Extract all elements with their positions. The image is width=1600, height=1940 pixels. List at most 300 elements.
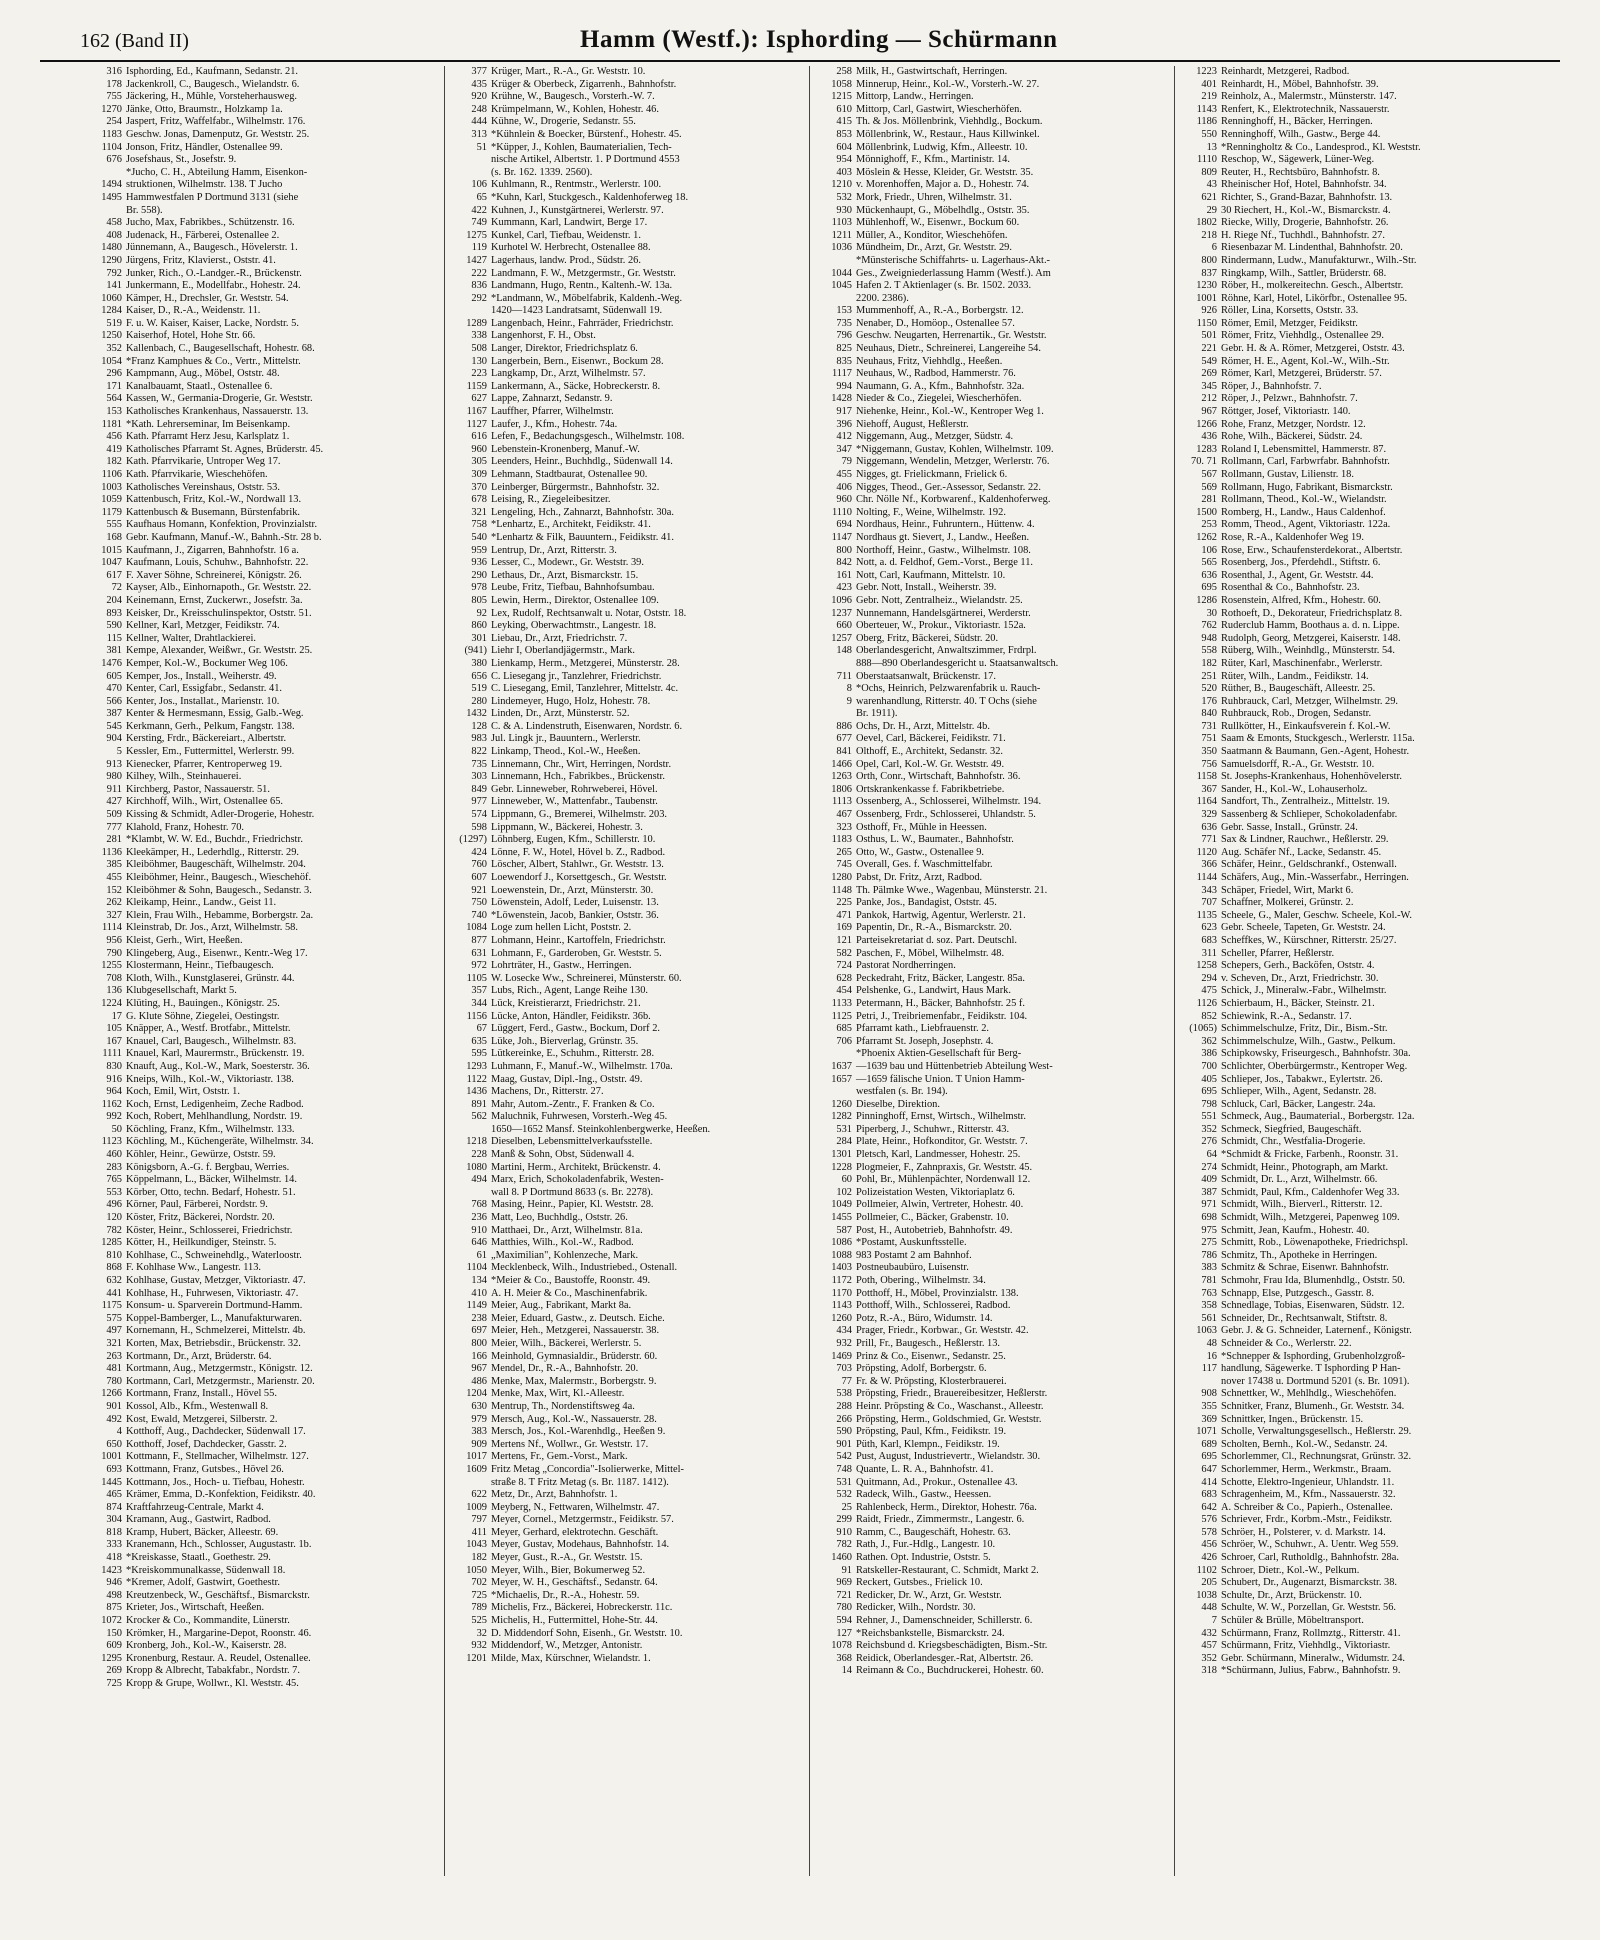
phone-number: 283 [106,1161,122,1173]
phone-number: 347 [836,443,852,455]
phone-number: 236 [471,1212,487,1224]
phone-number: 818 [106,1526,122,1538]
directory-entry [82,960,440,973]
directory-entry [1177,91,1536,104]
directory-entry [812,205,1170,218]
directory-entry [82,1527,440,1540]
phone-number: 455 [106,872,122,883]
directory-entry [82,1262,440,1275]
directory-entry [1177,910,1536,923]
directory-entry [1177,167,1536,180]
phone-number: 408 [106,229,122,241]
page-header [40,20,1560,62]
phone-number: 92 [476,607,487,619]
entry-text: Schmitz & Schrae, Eisenwr. Bahnhofstr. [1221,1262,1389,1274]
entry-text: Ges., Zweigniederlassung Hamm (Westf.). Am [856,267,1051,279]
entry-text: Kneips, Wilh., Kol.-W., Viktoriastr. 138. [126,1073,294,1085]
entry-text: Menke, Max, Wirt, Kl.-Alleestr. [491,1388,625,1400]
entry-text: Rose, Erw., Schaufensterdekorat., Albertstr. [1221,544,1403,556]
phone-number: 1301 [831,1149,852,1161]
phone-number: 465 [106,1489,122,1501]
entry-text: Lebenstein-Kronenberg, Manuf.-W. [491,443,640,455]
directory-entry [82,1036,440,1049]
entry-text: Rehner, J., Damenschneider, Schillerstr. 6. [856,1615,1033,1627]
directory-entry [812,1225,1170,1238]
entry-text: C. & A. Lindenstruth, Eisenwaren, Nordstr. 6. [491,720,683,732]
entry-text: wall 8. P Dortmund 8633 (s. Br. 2278). [491,1186,654,1198]
directory-entry [447,1199,805,1212]
phone-number: 366 [1201,859,1217,871]
phone-number: 1058 [831,78,852,90]
directory-entry [82,1023,440,1036]
phone-number: 920 [471,91,487,103]
directory-entry [82,1439,440,1452]
entry-text: Menke, Max, Malermstr., Borbergstr. 9. [491,1375,657,1387]
entry-text: Kreutzenbeck, W., Geschäftsf., Bismarckstr. [126,1589,310,1601]
entry-text: Scheller, Pfarrer, Heßlerstr. [1221,947,1335,959]
directory-entry [82,1313,440,1326]
phone-number: 1403 [831,1262,852,1274]
entry-text: Niggemann, Wendelin, Metzger, Werlerstr. 76. [856,456,1050,468]
directory-entry [82,280,440,293]
phone-number: 590 [836,1426,852,1438]
phone-number: 64 [1206,1149,1217,1161]
directory-entry [1177,733,1536,746]
directory-entry [812,910,1170,923]
phone-number: 497 [106,1325,122,1337]
directory-entry [1177,608,1536,621]
entry-text: Loewendorf J., Korsettgesch., Gr. Weststr. [491,872,667,883]
phone-number: 1210 [831,179,852,191]
directory-entry [82,507,440,520]
phone-number: 284 [836,1136,852,1148]
phone-number: 91 [841,1564,852,1576]
entry-text: Lauffher, Pfarrer, Wilhelmstr. [491,406,614,418]
entry-text: Kühne, W., Drogerie, Sedanstr. 55. [491,116,636,128]
phone-number: 1001 [101,1451,122,1463]
phone-number: 456 [106,431,122,443]
phone-number: 1135 [1196,909,1217,921]
phone-number: 960 [836,494,852,506]
directory-entry [812,948,1170,961]
phone-number: 1257 [831,632,852,644]
directory-entry [1177,1011,1536,1024]
directory-entry [812,1401,1170,1414]
entry-text: Sassenberg & Schlieper, Schokoladenfabr. [1221,809,1398,821]
entry-text: Roland I, Lebensmittel, Hammerstr. 87. [1221,443,1387,455]
directory-entry [82,998,440,1011]
phone-number: 265 [836,846,852,858]
entry-text: Pelshenke, G., Landwirt, Haus Mark. [856,985,1011,997]
entry-text: Lesser, C., Modewr., Gr. Weststr. 39. [491,557,644,569]
entry-text: Klüting, H., Bauingen., Königstr. 25. [126,997,280,1009]
directory-entry [82,1577,440,1590]
phone-number: 182 [471,1552,487,1564]
phone-number: 218 [1201,229,1217,241]
phone-number: 725 [106,1678,122,1689]
entry-text: Schnapp, Else, Putzgesch., Gasstr. 8. [1221,1287,1374,1299]
directory-entry [1177,834,1536,847]
phone-number: 1015 [101,544,122,556]
directory-entry [82,1048,440,1061]
directory-entry [1177,1628,1536,1641]
directory-entry [82,393,440,406]
entry-text: Kurhotel W. Herbrecht, Ostenallee 88. [491,242,651,254]
phone-number: 967 [471,1363,487,1375]
entry-text: Linkamp, Theod., Kol.-W., Heeßen. [491,746,641,758]
directory-entry [812,482,1170,495]
phone-number: 694 [836,519,852,531]
directory-entry [82,948,440,961]
entry-text: Jucho, Max, Fabrikbes., Schützenstr. 16. [126,217,295,229]
directory-entry [1177,1023,1536,1036]
phone-number: 167 [106,1035,122,1047]
entry-text: Pröpsting, Herm., Goldschmied, Gr. Weststr. [856,1413,1042,1425]
directory-entry [82,1074,440,1087]
entry-text: Schlieper, Wilh., Agent, Sedanstr. 28. [1221,1086,1377,1098]
phone-number: 1460 [831,1552,852,1564]
entry-text: Lönne, F. W., Hotel, Hövel b. Z., Radbod. [491,846,666,858]
phone-number: 418 [106,1552,122,1564]
directory-entry [447,645,805,658]
running-title: Hamm (Westf.): Isphording — Schürmann [580,26,1058,53]
directory-entry [82,179,440,192]
entry-text: Dieselben, Lebensmittelverkaufsstelle. [491,1136,653,1148]
directory-entry [447,1590,805,1603]
directory-entry [82,154,440,167]
entry-text: *Schnepper & Isphording, Grubenholzgroß- [1221,1350,1406,1362]
phone-number: 1295 [101,1652,122,1664]
directory-entry [1177,582,1536,595]
entry-text: Lubs, Rich., Agent, Lange Reihe 130. [491,985,648,997]
directory-entry [812,897,1170,910]
phone-number: 631 [471,947,487,959]
entry-text: *Kühnlein & Boecker, Bürstenf., Hohestr. 45. [491,128,682,140]
phone-number: 636 [1201,821,1217,833]
phone-number: (1065) [1189,1023,1217,1035]
entry-text: Schäfers, Aug., Min.-Wasserfabr., Herringen. [1221,872,1409,883]
directory-entry [812,230,1170,243]
entry-text: Linnemann, Hch., Fabrikbes., Brückenstr. [491,771,666,783]
phone-number: 1223 [1196,66,1217,77]
phone-number: 1125 [831,1010,852,1022]
entry-text: Rheinischer Hof, Hotel, Bahnhofstr. 34. [1221,179,1387,191]
entry-text: Kuhlmann, R., Rentmstr., Werlerstr. 100. [491,179,662,191]
entry-text: Kortmann, Carl, Metzgermstr., Marienstr. 20. [126,1375,315,1387]
entry-text: Renninghoff, Wilh., Gastw., Berge 44. [1221,128,1381,140]
phone-number: 251 [1201,670,1217,682]
entry-text: Gebr. Nott, Zentralheiz., Wielandstr. 25. [856,594,1023,606]
phone-number: 954 [836,154,852,166]
entry-text: Kempe, Alexander, Weißwr., Gr. Weststr. 25. [126,645,313,657]
phone-number: 693 [106,1463,122,1475]
phone-number: 632 [106,1275,122,1286]
entry-text: Kossol, Alb., Kfm., Westenwall 8. [126,1400,269,1412]
phone-number: 352 [1201,1123,1217,1135]
column-4 [1175,66,1540,1876]
entry-text: Matthaei, Dr., Arzt, Wilhelmstr. 81a. [491,1224,643,1236]
directory-entry [1177,494,1536,507]
directory-entry [82,1325,440,1338]
directory-entry [812,1451,1170,1464]
entry-text: Gebr. Scheele, Tapeten, Gr. Weststr. 24. [1221,922,1386,934]
directory-entry [812,217,1170,230]
entry-text: Niggemann, Aug., Metzger, Südstr. 4. [856,431,1014,443]
phone-number: 908 [1201,1388,1217,1400]
phone-number: 917 [836,406,852,418]
entry-text: Meyer, Gust., R.-A., Gr. Weststr. 15. [491,1552,643,1564]
directory-entry [82,1552,440,1565]
entry-text: Saam & Emonts, Stuckgesch., Werlerstr. 115a. [1221,733,1415,745]
entry-text: Potthoff, Wilh., Schlosserei, Radbod. [856,1300,1011,1312]
entry-text: Maag, Gustav, Dipl.-Ing., Oststr. 49. [491,1073,643,1085]
phone-number: 683 [1201,1489,1217,1501]
entry-text: *Landmann, W., Möbelfabrik, Kaldenh.-Weg. [491,292,683,304]
phone-number: 542 [836,1451,852,1463]
phone-number: 1282 [831,1111,852,1123]
phone-number: 1106 [101,469,122,480]
phone-number: 1110 [1196,154,1217,166]
directory-entry [812,444,1170,457]
directory-entry [447,859,805,872]
phone-number: 519 [471,683,487,695]
entry-text: C. Liesegang jr., Tanzlehrer, Friedrichstr. [491,670,662,682]
phone-number: 381 [106,645,122,657]
entry-text: Mönnighoff, F., Kfm., Martinistr. 14. [856,154,1010,166]
entry-text: Krümpelmann, W., Kohlen, Hohestr. 46. [491,103,659,115]
entry-text: Reuter, H., Rechtsbüro, Bahnhofstr. 8. [1221,166,1380,178]
phone-number: 711 [836,670,852,682]
directory-entry [812,1464,1170,1477]
directory-entry [1177,645,1536,658]
phone-number: 792 [106,267,122,279]
phone-number: 460 [106,1149,122,1161]
phone-number: 1445 [101,1476,122,1488]
directory-entry [1177,1363,1536,1376]
entry-text: Meier, Heh., Metzgerei, Nassauerstr. 38. [491,1325,660,1337]
directory-entry [447,910,805,923]
entry-text: Leyking, Oberwachtmstr., Langestr. 18. [491,620,657,632]
phone-number: 121 [836,934,852,946]
phone-number: 1266 [101,1388,122,1400]
entry-text: Petermann, H., Bäcker, Bahnhofstr. 25 f. [856,997,1025,1009]
phone-number: 1158 [1196,771,1217,783]
entry-text: Krämer, Emma, D.-Konfektion, Feidikstr. 40. [126,1489,316,1501]
entry-text: Gebr. Schürmann, Mineralw., Widumstr. 24. [1221,1652,1405,1664]
entry-text: Röhne, Karl, Hotel, Likörfbr., Ostenallee 95. [1221,292,1408,304]
entry-text: Konsum- u. Sparverein Dortmund-Hamm. [126,1300,303,1312]
phone-number: 1258 [1196,960,1217,972]
directory-entry [447,293,805,306]
directory-entry [812,1653,1170,1666]
phone-number: 621 [1201,191,1217,203]
phone-number: 623 [1201,922,1217,934]
phone-number: 735 [836,317,852,329]
directory-entry [82,721,440,734]
directory-entry [447,1011,805,1024]
directory-entry [1177,255,1536,268]
phone-number: 587 [836,1224,852,1236]
entry-text: Gebr. Linneweber, Rohrweberei, Hövel. [491,783,658,795]
phone-number: 697 [471,1325,487,1337]
entry-text: Ratskeller-Restaurant, C. Schmidt, Markt 2. [856,1564,1039,1576]
entry-text: Pust, August, Industrievertr., Wielandstr. 30. [856,1451,1041,1463]
directory-entry [1177,192,1536,205]
directory-entry [812,1527,1170,1540]
directory-entry [1177,1514,1536,1527]
entry-text: Jäckering, H., Mühle, Vorsteherhausweg. [126,91,298,103]
entry-text: Schmitz, Th., Apotheke in Herringen. [1221,1249,1378,1261]
entry-text: Rath, J., Fur.-Hdlg., Langestr. 10. [856,1539,996,1551]
phone-number: 281 [106,834,122,846]
phone-number: 275 [1201,1237,1217,1249]
phone-number: 1036 [831,242,852,254]
directory-entry [1177,721,1536,734]
phone-number: 628 [836,972,852,984]
phone-number: 904 [106,733,122,745]
entry-text: Oberg, Fritz, Bäckerei, Südstr. 20. [856,632,999,644]
phone-number: 327 [106,909,122,921]
entry-text: *Ochs, Heinrich, Pelzwarenfabrik u. Rauch- [856,683,1041,695]
entry-text: Köster, Fritz, Bäckerei, Nordstr. 20. [126,1212,275,1224]
directory-entry [1177,1477,1536,1490]
directory-entry [812,116,1170,129]
directory-entry [812,1351,1170,1364]
directory-entry [82,885,440,898]
directory-entry [447,305,805,318]
entry-text: Fritz Metag „Concordia"-Isolierwerke, Mittel- [491,1463,684,1475]
directory-entry [1177,142,1536,155]
entry-text: Pröpsting, Paul, Kfm., Feidikstr. 19. [856,1426,1007,1438]
entry-text: Reinhardt, H., Möbel, Bahnhofstr. 39. [1221,78,1379,90]
entry-text: Kramp, Hubert, Bäcker, Alleestr. 69. [126,1526,279,1538]
entry-text: Korten, Max, Betriebsdir., Brückenstr. 32. [126,1337,301,1349]
phone-number: 223 [471,368,487,380]
phone-number: 782 [106,1224,122,1236]
directory-entry [1177,1665,1536,1678]
entry-text: Nott, a. d. Feldhof, Gem.-Vorst., Berge 11. [856,557,1034,569]
directory-entry [82,1237,440,1250]
phone-number: 627 [471,393,487,405]
phone-number: 321 [106,1337,122,1349]
directory-entry [812,658,1170,671]
directory-entry [447,1237,805,1250]
directory-entry [1177,1351,1536,1364]
directory-entry [447,1048,805,1061]
phone-number: 263 [106,1350,122,1362]
entry-text: Schick, J., Mineralw.-Fabr., Wilhelmstr. [1221,985,1387,997]
directory-entry [812,809,1170,822]
phone-number: 1260 [831,1312,852,1324]
phone-number: 1143 [1196,103,1217,115]
phone-number: 1289 [466,317,487,329]
directory-entry [447,1325,805,1338]
entry-text: Niehoff, August, Heßlerstr. [856,418,969,430]
directory-entry [447,998,805,1011]
phone-number: 248 [471,103,487,115]
entry-text: Langerbein, Bern., Eisenwr., Bockum 28. [491,355,664,367]
phone-number: 134 [471,1275,487,1286]
directory-entry [1177,1099,1536,1112]
directory-entry [82,1136,440,1149]
directory-entry [82,1187,440,1200]
directory-entry [447,1149,805,1162]
entry-text: Otto, W., Gastw., Ostenallee 9. [856,846,985,858]
phone-number: 840 [1201,708,1217,720]
entry-text: *Phoenix Aktien-Gesellschaft für Berg- [856,1048,1022,1060]
phone-number: 412 [836,431,852,443]
entry-text: Koch, Emil, Wirt, Oststr. 1. [126,1086,240,1098]
directory-entry [812,305,1170,318]
entry-text: Schierbaum, H., Bäcker, Steinstr. 21. [1221,997,1375,1009]
entry-text: Renfert, K., Elektrotechnik, Nassauerstr. [1221,103,1390,115]
entry-text: Kortmann, Aug., Metzgermstr., Königstr. 12. [126,1363,313,1375]
phone-number: 117 [1201,1363,1217,1375]
directory-entry [1177,885,1536,898]
directory-entry [447,419,805,432]
phone-number: 698 [1201,1212,1217,1224]
entry-text: Schorlemmer, Herm., Werkmstr., Braam. [1221,1463,1392,1475]
directory-entry [82,205,440,218]
directory-entry [447,733,805,746]
phone-number: 642 [1201,1501,1217,1513]
directory-entry [812,1552,1170,1565]
entry-text: Rosenthal & Co., Bahnhofstr. 23. [1221,582,1360,594]
phone-number: 136 [106,985,122,997]
entry-text: Schmidt, Paul, Kfm., Caldenhofer Weg 33. [1221,1186,1400,1198]
phone-number: 204 [106,594,122,606]
entry-text: *Niggemann, Gustav, Kohlen, Wilhelmstr. 109. [856,443,1054,455]
directory-entry [82,242,440,255]
directory-entry [1177,293,1536,306]
entry-text: Orth, Conr., Wirtschaft, Bahnhofstr. 36. [856,771,1021,783]
directory-entry [1177,897,1536,910]
phone-number: 380 [471,657,487,669]
phone-number: 972 [471,960,487,972]
entry-text: Schröer, H., Polsterer, v. d. Markstr. 14. [1221,1526,1386,1538]
phone-number: 258 [836,66,852,77]
entry-text: Schimmelschulze, Wilh., Gastw., Pelkum. [1221,1035,1396,1047]
phone-number: 225 [836,897,852,909]
directory-entry [447,1313,805,1326]
entry-text: Pletsch, Karl, Landmesser, Hohestr. 25. [856,1149,1021,1161]
directory-entry [1177,658,1536,671]
entry-text: Ortskrankenkasse f. Fabrikbetriebe. [856,783,1005,795]
entry-text: Ringkamp, Wilh., Sattler, Brüderstr. 68. [1221,267,1387,279]
phone-number: 921 [471,884,487,896]
directory-entry [447,796,805,809]
phone-number: 1148 [831,884,852,896]
entry-text: Scholten, Bernh., Kol.-W., Sedanstr. 24. [1221,1438,1388,1450]
directory-entry [812,721,1170,734]
phone-number: 305 [471,456,487,468]
entry-text: Schneider, Dr., Rechtsanwalt, Stiftstr. 8. [1221,1312,1388,1324]
directory-entry [82,847,440,860]
directory-entry [1177,1275,1536,1288]
phone-number: 269 [1201,368,1217,380]
entry-text: Mentrup, Th., Nordenstiftsweg 4a. [491,1400,635,1412]
directory-entry [812,1477,1170,1490]
entry-text: Ochs, Dr. H., Arzt, Mittelstr. 4b. [856,720,990,732]
directory-entry [1177,935,1536,948]
entry-text: v. Scheven, Dr., Arzt, Friedrichstr. 30. [1221,972,1379,984]
entry-text: Keisker, Dr., Kreisschulinspektor, Oststr. 51. [126,607,312,619]
phone-number: 786 [1201,1249,1217,1261]
phone-number: 369 [1201,1413,1217,1425]
directory-entry [447,1565,805,1578]
entry-text: 30 Riechert, H., Kol.-W., Bismarckstr. 4. [1221,204,1391,216]
directory-entry [812,1489,1170,1502]
